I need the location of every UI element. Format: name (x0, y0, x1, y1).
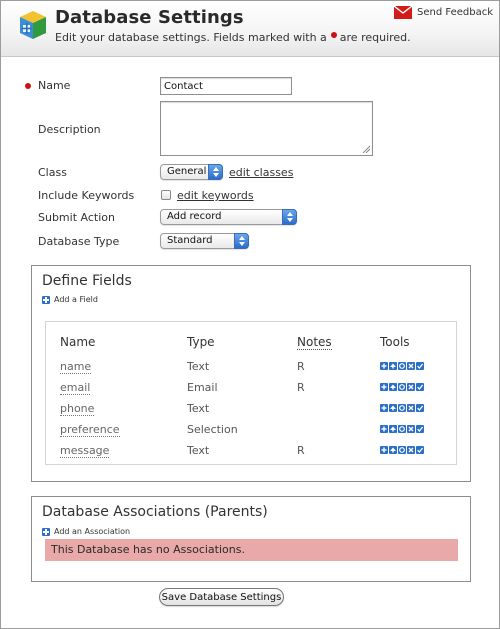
edit-icon[interactable] (398, 383, 406, 391)
add-icon[interactable] (380, 383, 388, 391)
delete-icon[interactable] (407, 404, 415, 412)
check-icon[interactable] (416, 383, 424, 391)
add-icon[interactable] (380, 446, 388, 454)
select-arrows-icon (234, 233, 249, 249)
add-association-icon (42, 528, 50, 536)
delete-icon[interactable] (407, 383, 415, 391)
edit-icon[interactable] (398, 404, 406, 412)
edit-icon[interactable] (398, 362, 406, 370)
class-row (1, 164, 500, 184)
submit-action-value: Add record (167, 211, 222, 222)
page-subtitle (55, 31, 411, 44)
add-field-label: Add a Field (54, 295, 98, 304)
name-label: Name (38, 79, 71, 92)
column-header-tools: Tools (380, 335, 410, 349)
add-icon[interactable] (380, 425, 388, 433)
table-row (46, 444, 456, 462)
send-feedback-link[interactable] (394, 6, 493, 19)
add-association-label: Add an Association (54, 527, 131, 536)
required-dot-icon (331, 32, 337, 38)
submit-action-select[interactable] (160, 209, 297, 225)
check-icon[interactable] (416, 362, 424, 370)
move-up-icon[interactable] (389, 446, 397, 454)
database-type-value: Standard (167, 235, 213, 246)
field-type: Email (187, 381, 218, 394)
delete-icon[interactable] (407, 425, 415, 433)
field-type: Text (187, 360, 210, 373)
subtitle-text-start: Edit your database settings. Fields marked with a (55, 31, 327, 44)
delete-icon[interactable] (407, 362, 415, 370)
column-header-name: Name (60, 335, 96, 349)
define-fields-panel (31, 265, 471, 482)
fields-table (45, 321, 457, 465)
field-tools (380, 425, 424, 433)
database-type-select[interactable] (160, 233, 249, 249)
table-row (46, 402, 456, 420)
page-title: Database Settings (55, 7, 244, 28)
field-name-link[interactable]: name (60, 360, 92, 373)
select-arrows-icon (208, 164, 223, 180)
edit-icon[interactable] (398, 425, 406, 433)
submit-action-row (1, 209, 500, 229)
send-feedback-label: Send Feedback (417, 7, 493, 18)
field-name-link[interactable]: message (60, 444, 110, 457)
class-select-value: General (167, 166, 207, 177)
mail-icon (394, 6, 412, 19)
column-header-type: Type (187, 335, 215, 349)
column-header-notes: Notes (297, 335, 332, 349)
class-label: Class (38, 166, 67, 179)
move-up-icon[interactable] (389, 383, 397, 391)
define-fields-title: Define Fields (42, 273, 132, 289)
name-row (1, 77, 500, 97)
field-tools (380, 404, 424, 412)
associations-panel (31, 496, 471, 582)
class-select[interactable] (160, 164, 223, 180)
keywords-label: Include Keywords (38, 189, 135, 202)
field-name-link[interactable]: email (60, 381, 91, 394)
edit-icon[interactable] (398, 446, 406, 454)
description-row (1, 101, 500, 158)
field-name-link[interactable]: phone (60, 402, 95, 415)
add-field-link[interactable] (42, 295, 98, 304)
save-database-settings-button[interactable]: Save Database Settings (159, 588, 284, 606)
description-textarea[interactable] (160, 101, 373, 156)
associations-title: Database Associations (Parents) (42, 504, 268, 520)
field-tools (380, 446, 424, 454)
field-type: Text (187, 444, 210, 457)
include-keywords-checkbox[interactable] (161, 190, 171, 200)
move-up-icon[interactable] (389, 362, 397, 370)
edit-classes-link[interactable]: edit classes (229, 166, 294, 179)
no-associations-message: This Database has no Associations. (45, 539, 458, 561)
delete-icon[interactable] (407, 446, 415, 454)
table-row (46, 423, 456, 441)
add-association-link[interactable] (42, 527, 130, 536)
keywords-row (1, 187, 500, 207)
check-icon[interactable] (416, 446, 424, 454)
move-up-icon[interactable] (389, 404, 397, 412)
field-notes: R (297, 381, 305, 394)
check-icon[interactable] (416, 425, 424, 433)
field-type: Text (187, 402, 210, 415)
check-icon[interactable] (416, 404, 424, 412)
select-arrows-icon (282, 209, 297, 225)
table-row (46, 360, 456, 378)
field-tools (380, 362, 424, 370)
description-label: Description (38, 123, 101, 136)
edit-keywords-link[interactable]: edit keywords (177, 189, 254, 202)
move-up-icon[interactable] (389, 425, 397, 433)
field-tools (380, 383, 424, 391)
field-notes: R (297, 444, 305, 457)
add-icon[interactable] (380, 404, 388, 412)
required-marker-icon (25, 83, 31, 89)
database-app-icon (18, 9, 48, 41)
add-field-icon (42, 296, 50, 304)
name-input[interactable] (160, 77, 292, 95)
database-type-row (1, 233, 500, 253)
database-type-label: Database Type (38, 235, 120, 248)
add-icon[interactable] (380, 362, 388, 370)
field-name-link[interactable]: preference (60, 423, 120, 436)
header (1, 1, 499, 57)
subtitle-text-end: are required. (339, 31, 411, 44)
resize-grip-icon[interactable] (362, 145, 370, 153)
field-notes: R (297, 360, 305, 373)
submit-action-label: Submit Action (38, 211, 115, 224)
field-type: Selection (187, 423, 238, 436)
table-row (46, 381, 456, 399)
